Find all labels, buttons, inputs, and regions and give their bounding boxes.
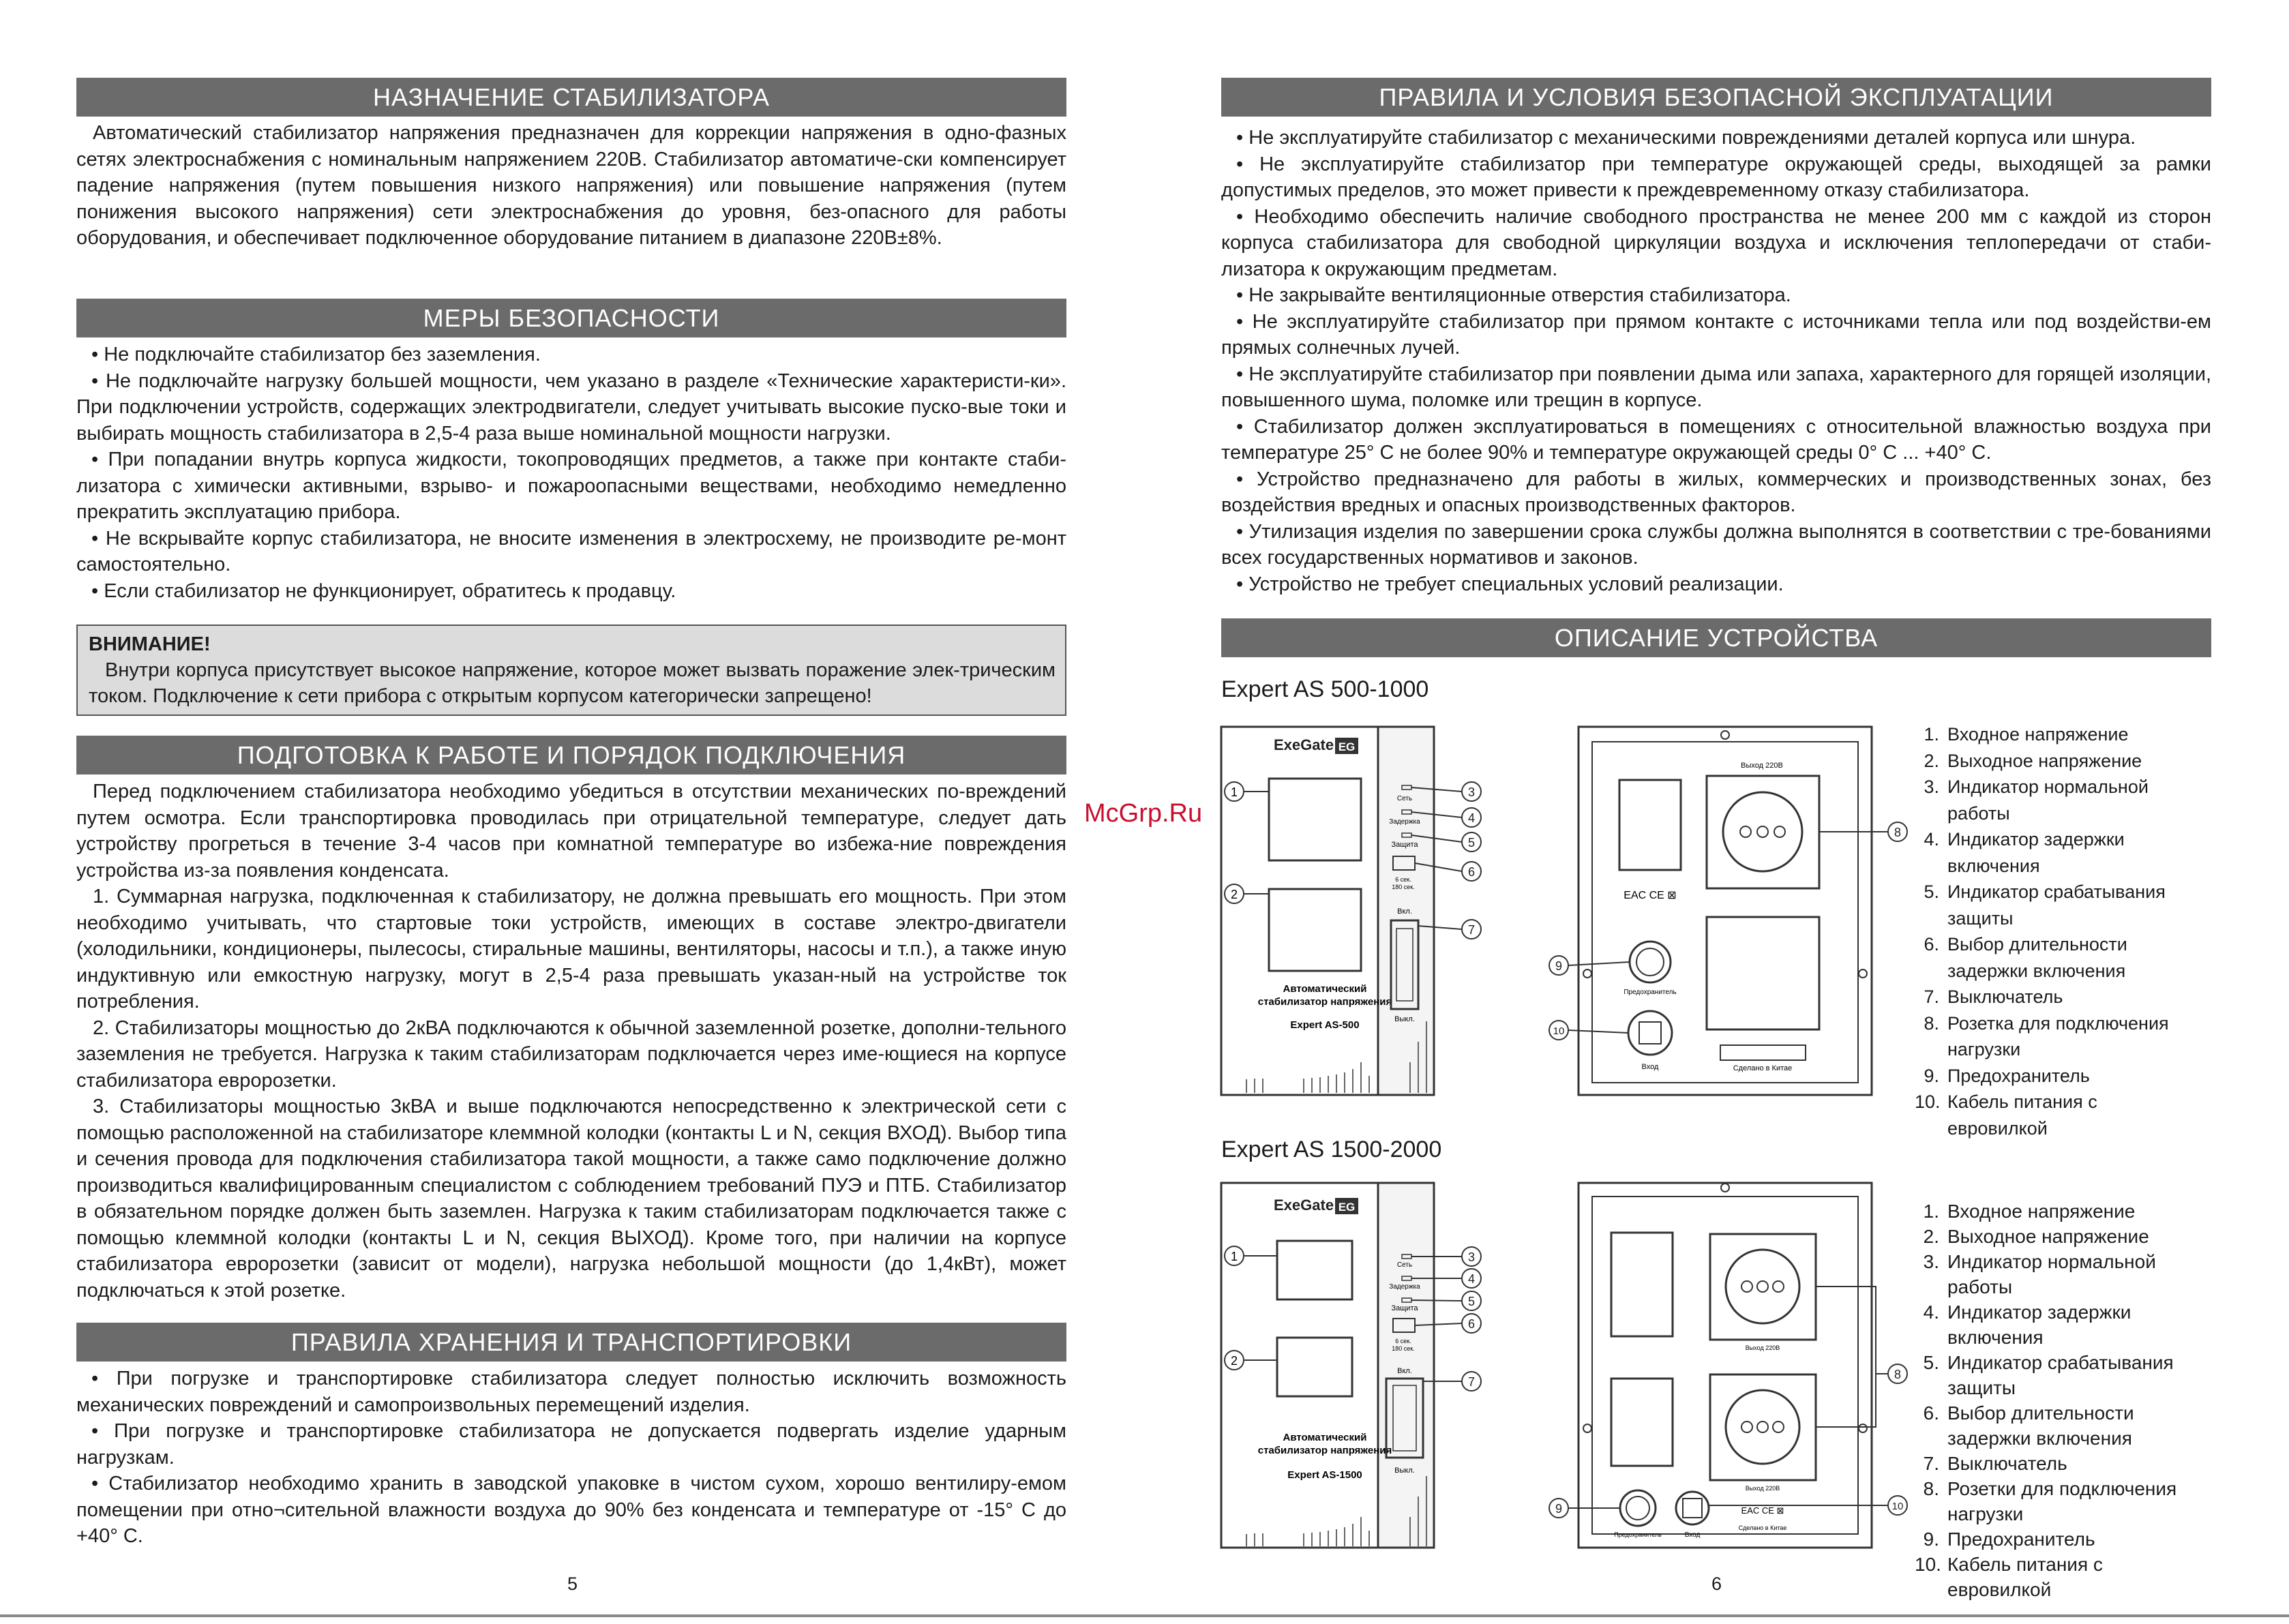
back-spec-plate [1707,917,1819,1029]
svg-text:6: 6 [1467,1317,1476,1331]
delay-180-label: 180 сек. [1392,884,1415,890]
svg-text:7: 7 [1467,923,1476,937]
legend-item: 6. Выбор длительности задержки включения [1924,934,2127,981]
section-heading-rules: ПРАВИЛА И УСЛОВИЯ БЕЗОПАСНОЙ ЭКСПЛУАТАЦИИ [1221,78,2211,117]
legend-item: 5. Индикатор срабатывания защиты [1923,1352,2174,1398]
svg-text:9: 9 [1555,959,1563,973]
device-diagram-large [1219,1179,1908,1551]
list-item: • Устройство предназначено для работы в жилых, коммерческих и производственных зонах, без воздействия вредных и опасных производственных факторов. [1221,468,2211,516]
brand-logo: ExeGate [1274,736,1334,753]
led-protection-label: Защита [1391,841,1418,849]
svg-text:1: 1 [1230,785,1238,799]
led-delay-label: Задержка [1389,818,1420,826]
device-diagram-small [1219,721,1908,1096]
legend-item: 3. Индикатор нормальной работы [1924,777,2149,824]
list-item: • Не закрывайте вентиляционные отверстия стабилизатора. [1236,284,1791,306]
delay-180-label: 180 сек. [1392,1345,1415,1352]
legend-item: 7. Выключатель [1923,1453,2067,1474]
back-spec-plate [1611,1379,1673,1466]
purpose-text [76,120,1066,252]
model-title: Expert AS 500-1000 [1221,676,1429,702]
output-voltage-display [1277,1338,1352,1396]
legend-model2 [1915,1199,2194,1602]
svg-text:8: 8 [1894,826,1902,839]
fuse-label: Предохранитель [1624,989,1677,996]
output-label-2: Выход 220В [1745,1485,1780,1492]
list-item: • При погрузке и транспортировке стабилизатора не допускается подвергать изделие ударным нагрузкам. [76,1420,1066,1469]
list-item: • Утилизация изделия по завершении срока службы должна выполнятся в соответствии с тре-бованиями всех государственных нормативов и законов. [1221,520,2211,569]
caption-line1: Автоматический [1283,983,1367,995]
svg-text:2: 2 [1230,888,1238,901]
brand-mark: EG [1338,740,1356,753]
legend-item: 1. Входное напряжение [1923,1201,2136,1222]
storage-list [76,1366,1066,1550]
legend-item: 4. Индикатор задержки включения [1924,829,2125,876]
page-number: 5 [567,1574,578,1594]
section-heading-storage: ПРАВИЛА ХРАНЕНИЯ И ТРАНСПОРТИРОВКИ [76,1323,1066,1362]
legend-item: 10. Кабель питания с евровилкой [1915,1092,2097,1139]
legend-item: 8. Розетка для подключения нагрузки [1924,1012,2169,1059]
page-number: 6 [1711,1574,1722,1594]
list-item: • Не подключайте стабилизатор без заземления. [91,344,541,365]
legend-item: 6. Выбор длительности задержки включения [1923,1402,2134,1449]
list-item: • Не эксплуатируйте стабилизатор при прямом контакте с источниками тепла или под воздействи-ем прямых солнечных лучей. [1221,310,2211,359]
svg-text:2: 2 [1230,1354,1238,1368]
section-heading-preparation: ПОДГОТОВКА К РАБОТЕ И ПОРЯДОК ПОДКЛЮЧЕНИЯ [76,736,1066,775]
svg-text:6: 6 [1467,865,1476,879]
paragraph: 3. Стабилизаторы мощностью 3кВА и выше подключаются непосредственно к электрической сети с помощью расположенной на стабилизаторе клеммной колодки (контакты L и N, секция ВХОД). Выбор типа и сечения провода для подключения стабилизатора такой мощности, а также само подключение должно производиться квалифицированным специалистом с соблюдением требований ПУЭ и ПТБ. Стабилизатор в обязательном порядке должен быть заземлен. Нагрузка к таким стабилизаторам подключается также с помощью клеммной колодки (контакты L и N, секция ВЫХОД). Кроме того, при наличии на корпусе стабилизатора евророзетки (зависит от модели), нагрузка небольшой мощности (до 1,4кВт), может подключаться к этой розетке. [76,1096,1066,1302]
safety-list [76,342,1066,604]
caption-line2: стабилизатор напряжения [1257,1445,1392,1456]
svg-text:4: 4 [1467,811,1476,825]
made-in-label: Сделано в Китае [1733,1064,1793,1072]
back-label-plate [1619,780,1681,870]
caption-line2: стабилизатор напряжения [1257,996,1392,1008]
list-item: • Стабилизатор необходимо хранить в заводской упаковке в чистом сухом, хорошо вентилиру-емом помещении при отно¬сительной влажности воздуха до 90% без конденсата и температуре от -15° С до +40° С. [76,1473,1066,1547]
svg-text:10: 10 [1553,1025,1565,1037]
legend-item: 8. Розетки для подключения нагрузки [1923,1478,2177,1524]
legend-item: 7. Выключатель [1924,987,2063,1007]
made-in-label: Сделано в Китае [1738,1524,1787,1531]
paragraph: 1. Суммарная нагрузка, подключенная к стабилизатору, не должна превышать его мощность. При этом необходимо учитывать, что стартовые токи устройств, имеющих в составе электро-двигатели (холодильники, кондиционеры, пылесосы, стиральные машины, вентиляторы, насосы и т.п.), а также иную индуктивную или емкостную нагрузку, могут в 2,5-4 раза превышать указан-ный на устройстве ток потребления. [76,886,1066,1012]
svg-text:1: 1 [1230,1250,1238,1263]
svg-text:5: 5 [1467,836,1476,849]
list-item: • Если стабилизатор не функционирует, обратитесь к продавцу. [91,580,676,602]
delay-6-label: 6 сек. [1395,1338,1411,1344]
input-cable-gland [1676,1492,1709,1524]
back-panel-outline [1579,727,1872,1095]
switch-on-label: Вкл. [1397,1367,1412,1375]
model-label: Expert AS-1500 [1287,1469,1362,1481]
back-panel-outline [1579,1183,1872,1548]
cert-marks: EAC CE ⊠ [1741,1505,1784,1516]
model-title: Expert AS 1500-2000 [1221,1137,1442,1162]
back-label-plate [1611,1233,1673,1336]
led-normal-label: Сеть [1396,795,1413,802]
bottom-divider [0,1614,2289,1617]
legend-item: 9. Предохранитель [1923,1529,2095,1550]
list-item: • Не эксплуатируйте стабилизатор с механическими повреждениями деталей корпуса или шнура. [1236,127,2136,149]
paragraph: Перед подключением стабилизатора необходимо убедиться в отсутствии механических по-вреждений путем осмотра. Если транспортировка проводилась при отрицательной температуре, следует дать устройству прогреться в течение 3-4 часов при комнатной температуре во избежа-ние повреждения устройства из-за появления конденсата. [76,781,1066,882]
list-item: • Не вскрывайте корпус стабилизатора, не вносите изменения в электросхему, не производите ре-монт самостоятельно. [76,527,1066,575]
list-item: • При погрузке и транспортировке стабилизатора следует полностью исключить возможность механических повреждений и самопроизвольных перемещений изделия. [76,1368,1066,1416]
warning-title: ВНИМАНИЕ! [89,633,211,655]
fuse-label: Предохранитель [1614,1531,1662,1538]
input-voltage-display [1269,779,1361,860]
list-item: • Стабилизатор должен эксплуатироваться в помещениях с относительной влажностью воздуха при температуре 25° С не более 90% и температуре окружающей среды 0° С ... +40° С. [1221,415,2211,464]
svg-text:8: 8 [1894,1368,1902,1381]
list-item: • Не эксплуатируйте стабилизатор при температуре окружающей среды, выходящей за рамки допустимых пределов, это может привести к преждевременному отказу стабилизатора. [1221,153,2211,201]
legend-item: 10. Кабель питания с евровилкой [1915,1554,2103,1600]
svg-text:5: 5 [1467,1295,1476,1308]
switch-off-label: Выкл. [1394,1467,1415,1475]
led-normal-label: Сеть [1396,1261,1413,1269]
section-heading-safety: МЕРЫ БЕЗОПАСНОСТИ [76,299,1066,337]
svg-text:7: 7 [1467,1375,1476,1389]
model-label: Expert AS-500 [1290,1019,1360,1031]
delay-6-label: 6 сек. [1395,876,1411,883]
legend-item: 1. Входное напряжение [1924,724,2129,745]
section-heading-description: ОПИСАНИЕ УСТРОЙСТВА [1221,618,2211,657]
input-label: Вход [1641,1063,1659,1071]
led-protection-label: Защита [1391,1304,1418,1312]
rules-list [1221,125,2211,597]
brand-logo: ExeGate [1274,1197,1334,1214]
input-cable-gland [1628,1011,1672,1055]
legend-item: 9. Предохранитель [1924,1065,2090,1086]
watermark: McGrp.Ru [1084,799,1203,828]
fuse-holder [1620,1490,1656,1526]
input-voltage-display [1277,1241,1352,1299]
list-item: • Необходимо обеспечить наличие свободного пространства не менее 200 мм с каждой из сторон корпуса стабилизатора для свободной циркуляции воздуха и исключения теплопередачи от стаби-лизатора к окружающим предметам. [1221,205,2211,280]
legend-model1 [1915,721,2194,1141]
legend-item: 2. Выходное напряжение [1923,1226,2149,1247]
switch-on-label: Вкл. [1397,907,1412,916]
svg-text:3: 3 [1467,1250,1476,1264]
input-label: Вход [1684,1531,1701,1539]
paragraph: 2. Стабилизаторы мощностью до 2кВА подключаются к обычной заземленной розетке, дополни-тельного заземления не требуется. Нагрузка к таким стабилизаторам подключается через име-ющиеся на корпусе стабилизатора евророзетки. [76,1017,1066,1092]
led-delay-label: Задержка [1389,1283,1420,1291]
list-item: • Устройство не требует специальных условий реализации. [1236,573,1784,595]
left-page [0,0,1144,1624]
svg-text:3: 3 [1467,785,1476,799]
preparation-text [76,779,1066,1304]
list-item: • Не подключайте нагрузку большей мощности, чем указано в разделе «Технические характеристи-ки». При подключении устройств, содержащих электродвигатели, следует учитывать высокие пуско-вые токи и выбирать мощность стабилизатора в 2,5-4 раза выше номинальной мощности нагрузки. [76,370,1066,445]
right-page [1144,0,2289,1624]
output-voltage-display [1269,889,1361,971]
svg-text:4: 4 [1467,1272,1476,1286]
purpose-paragraph: Автоматический стабилизатор напряжения предназначен для коррекции напряжения в одно-фазных сетях электроснабжения с номинальным напряжением 220В. Стабилизатор автоматиче-ски компенсирует падение напряжения (путем повышения низкого напряжения) или повышение напряжения (путем понижения высокого напряжения) сети электроснабжения до уровня, без-опасного для работы оборудования, и обеспечивает подключенное оборудование питанием в диапазоне 220В±8%. [76,122,1066,249]
legend-item: 5. Индикатор срабатывания защиты [1924,882,2166,929]
section-heading-purpose: НАЗНАЧЕНИЕ СТАБИЛИЗАТОРА [76,78,1066,117]
legend-item: 2. Выходное напряжение [1924,750,2142,771]
legend-item: 3. Индикатор нормальной работы [1923,1251,2156,1297]
svg-text:10: 10 [1891,1501,1904,1512]
output-label: Выход 220В [1741,762,1783,770]
list-item: • При попадании внутрь корпуса жидкости, токопроводящих предметов, а также при контакте стаби-лизатора с химически активными, взрыво- и пожароопасными веществами, необходимо немедленно прекратить эксплуатацию прибора. [76,449,1066,523]
brand-mark: EG [1338,1201,1356,1214]
list-item: • Не эксплуатируйте стабилизатор при появлении дыма или запаха, характерного для горящей изоляции, повышенного шума, поломке или трещин в корпусе. [1221,363,2211,411]
warning-text: Внутри корпуса присутствует высокое напряжение, которое может вызвать поражение элек-трическим током. Подключение к сети прибора с открытым корпусом категорически запрещено! [89,659,1056,707]
legend-item: 4. Индикатор задержки включения [1923,1302,2131,1348]
output-label-1: Выход 220В [1745,1344,1780,1351]
svg-text:9: 9 [1555,1502,1563,1516]
switch-off-label: Выкл. [1394,1015,1415,1023]
front-side-panel [1378,1183,1434,1548]
caption-line1: Автоматический [1283,1432,1367,1443]
cert-marks: EAC CE ⊠ [1624,890,1677,901]
warning-box [76,625,1066,716]
